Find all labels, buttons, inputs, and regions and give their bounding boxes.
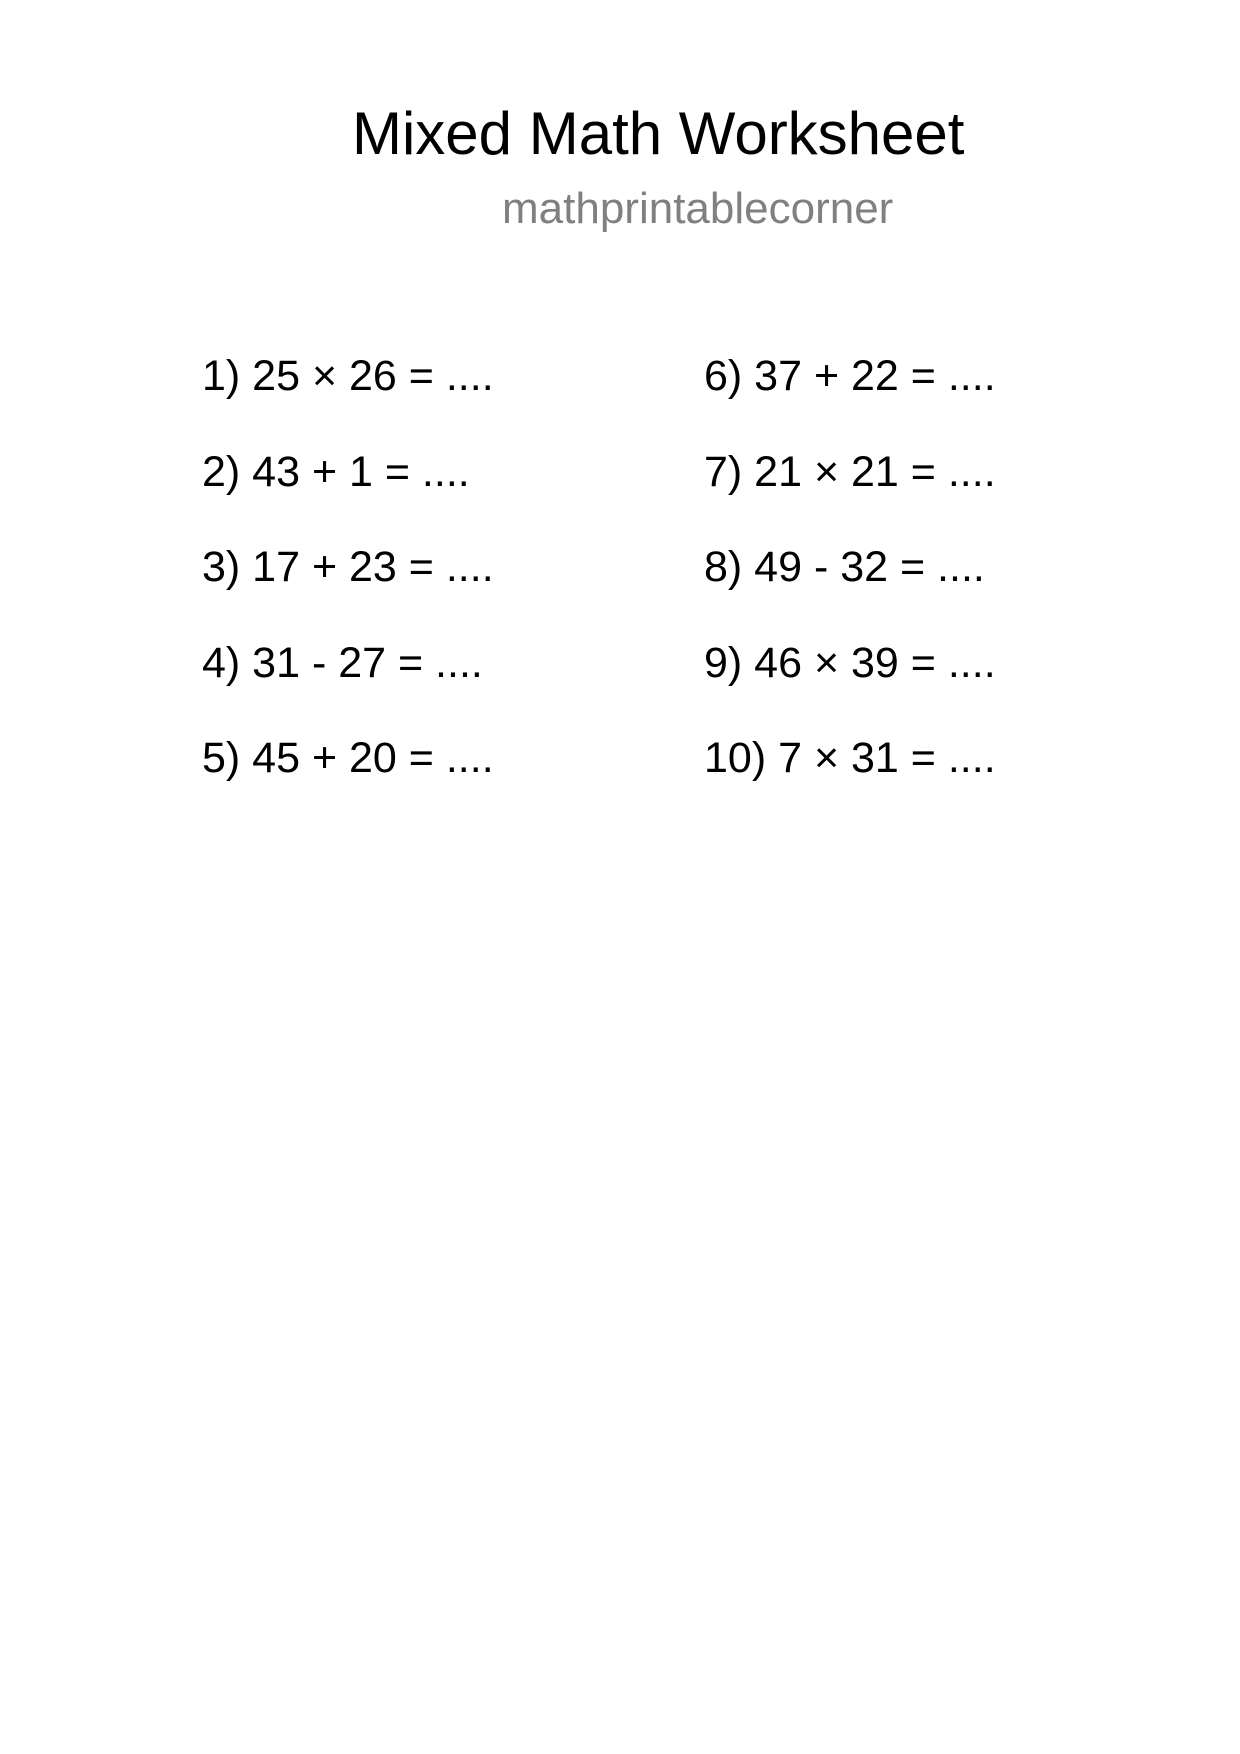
problem-1: 1) 25 × 26 = .... [202,352,494,400]
problem-4: 4) 31 - 27 = .... [202,638,483,687]
problem-column-right [704,350,1154,828]
problem-9: 9) 46 × 39 = .... [704,638,996,687]
problem-8: 8) 49 - 32 = .... [704,543,985,591]
problem-3: 3) 17 + 23 = .... [202,543,494,591]
problem-10: 10) 7 × 31 = .... [704,734,996,782]
problem-7: 7) 21 × 21 = .... [704,447,996,496]
problem-2: 2) 43 + 1 = .... [202,447,470,496]
problem-6: 6) 37 + 22 = .... [704,352,996,400]
problem-column-left [202,350,652,828]
problem-grid [202,350,1102,830]
page-title: Mixed Math Worksheet [352,100,965,167]
page-subtitle: mathprintablecorner [502,184,894,233]
problem-5: 5) 45 + 20 = .... [202,734,494,782]
